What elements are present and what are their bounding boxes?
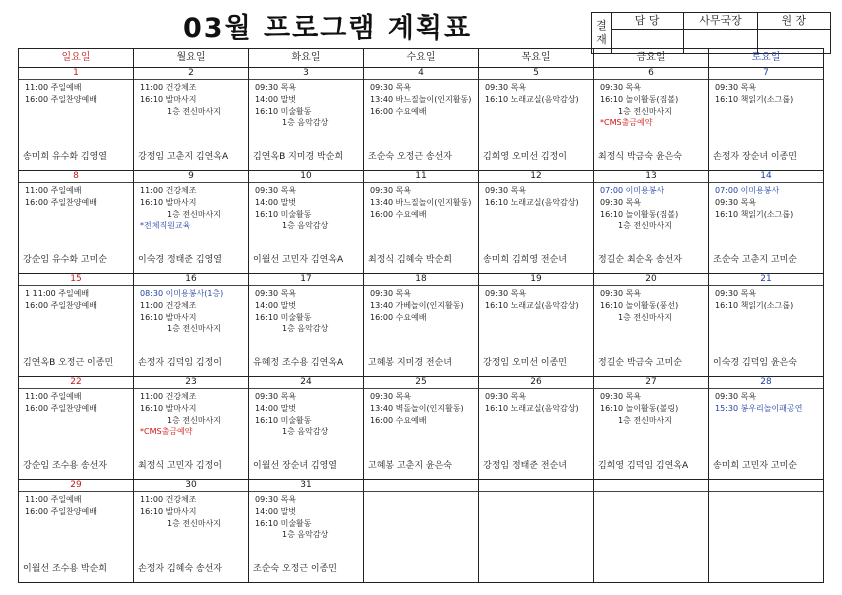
- day-number: 30: [134, 480, 248, 492]
- event-item: 09:30 목욕: [715, 83, 757, 92]
- event-list: [19, 389, 133, 415]
- event-item: 16:10 미술활동: [255, 415, 312, 425]
- event-list: [709, 183, 823, 220]
- staff-names: 강정임 고춘지 김연옥A: [138, 152, 229, 162]
- day-cell: [249, 171, 364, 273]
- event-item: 16:10 놀이활동(풍선): [600, 300, 679, 310]
- day-number: 31: [249, 480, 363, 492]
- event-item: 16:00 수요예배: [370, 106, 427, 116]
- event-list: [594, 492, 708, 494]
- event-item: 13:40 벽돌놀이(인지활동): [370, 403, 464, 413]
- event-list: [249, 492, 363, 541]
- staff-names: 송미희 고민자 고미순: [713, 461, 797, 471]
- staff-names: 송미희 김희영 전순녀: [483, 255, 567, 265]
- approval-role-secretary: 사무국장: [684, 13, 757, 29]
- day-number: 15: [19, 274, 133, 286]
- event-list: [479, 183, 593, 209]
- event-item: 16:00 주일찬양예배: [25, 506, 97, 516]
- day-number: 2: [134, 68, 248, 80]
- event-item: 09:30 목욕: [715, 289, 757, 298]
- approval-role-manager: 담 당: [611, 13, 684, 29]
- staff-names: 최정식 고민자 김정이: [138, 461, 222, 471]
- event-list: [479, 389, 593, 415]
- day-cell: [364, 480, 479, 582]
- event-item: 16:10 책읽기(소그룹): [715, 94, 794, 104]
- event-item: 11:00 주일예배: [25, 392, 82, 401]
- day-number: [364, 480, 478, 492]
- event-item: 09:30 목욕: [600, 197, 642, 207]
- event-item: 07:00 이미용봉사: [715, 186, 780, 195]
- day-cell: [134, 68, 249, 170]
- event-item: *전체직원교육: [140, 221, 191, 231]
- day-number: 7: [709, 68, 823, 80]
- day-number: 28: [709, 377, 823, 389]
- event-list: [249, 286, 363, 335]
- day-number: 11: [364, 171, 478, 183]
- staff-names: 고혜봉 고춘지 윤은숙: [368, 461, 452, 471]
- day-number: 24: [249, 377, 363, 389]
- day-number: 5: [479, 68, 593, 80]
- event-list: [594, 286, 708, 323]
- day-cell: [134, 480, 249, 582]
- day-number: 18: [364, 274, 478, 286]
- event-item: 1층 전신마사지: [167, 518, 222, 528]
- staff-names: 이월선 고민자 김연옥A: [253, 255, 344, 265]
- event-item: 16:10 노래교실(음악감상): [485, 197, 579, 207]
- staff-names: 조순숙 오정근 송선자: [368, 152, 452, 162]
- staff-names: 이월선 장순녀 김영열: [253, 461, 337, 471]
- event-item: 1층 전신마사지: [167, 415, 222, 425]
- day-number: 3: [249, 68, 363, 80]
- event-list: [709, 286, 823, 312]
- approval-roles: [611, 13, 830, 30]
- day-cell: [594, 377, 709, 479]
- event-item: 09:30 목욕: [370, 186, 412, 195]
- event-item: 16:00 수요예배: [370, 209, 427, 219]
- event-item: 16:10 책읽기(소그룹): [715, 300, 794, 310]
- day-number: 19: [479, 274, 593, 286]
- staff-names: 조순숙 고춘지 고미순: [713, 255, 797, 265]
- day-number: 9: [134, 171, 248, 183]
- event-item: 14:00 말벗: [255, 94, 297, 104]
- staff-names: 손정자 김덕임 김정이: [138, 358, 222, 368]
- event-list: [19, 183, 133, 209]
- day-number: 13: [594, 171, 708, 183]
- event-item: 09:30 목욕: [485, 83, 527, 92]
- staff-names: 김연옥B 오정근 이종민: [23, 358, 114, 368]
- event-item: 13:40 바느질놀이(인지활동): [370, 94, 472, 104]
- event-list: [249, 80, 363, 129]
- day-cell: [709, 480, 823, 582]
- day-cell: [594, 68, 709, 170]
- event-list: [594, 80, 708, 129]
- weekday-header-monday: 월요일: [134, 49, 249, 67]
- event-item: 14:00 말벗: [255, 403, 297, 413]
- calendar-week-row: [19, 171, 823, 274]
- day-cell: [709, 171, 823, 273]
- event-list: [249, 389, 363, 438]
- day-number: [709, 480, 823, 492]
- event-item: 09:30 목욕: [600, 83, 642, 92]
- page-title: 03월 프로그램 계획표: [183, 13, 473, 44]
- day-number: 25: [364, 377, 478, 389]
- event-item: 1층 전신마사지: [167, 106, 222, 116]
- day-cell: [709, 274, 823, 376]
- staff-names: 강순임 유수화 고미순: [23, 255, 107, 265]
- event-item: 16:10 발마사지: [140, 312, 197, 322]
- event-list: [364, 80, 478, 117]
- event-item: 11:00 건강체조: [140, 392, 197, 401]
- event-item: *CMS출금예약: [600, 118, 653, 128]
- staff-names: 이월선 조수용 박순희: [23, 564, 107, 574]
- staff-names: 정길순 최순옥 송선자: [598, 255, 682, 265]
- day-cell: [134, 171, 249, 273]
- event-item: 16:00 주일찬양예배: [25, 403, 97, 413]
- event-item: 1층 전신마사지: [167, 324, 222, 334]
- event-item: 11:00 주일예배: [25, 186, 82, 195]
- day-cell: [479, 480, 594, 582]
- event-item: 16:10 발마사지: [140, 197, 197, 207]
- event-item: 16:10 발마사지: [140, 94, 197, 104]
- event-item: 14:00 말벗: [255, 300, 297, 310]
- day-number: 12: [479, 171, 593, 183]
- calendar-week-row: [19, 480, 823, 582]
- event-list: [134, 286, 248, 335]
- staff-names: 김연옥B 지미경 박순희: [253, 152, 344, 162]
- day-cell: [249, 68, 364, 170]
- approval-label: [592, 13, 612, 53]
- event-list: [249, 183, 363, 232]
- event-list: [134, 492, 248, 529]
- event-item: 1층 전신마사지: [618, 415, 673, 425]
- event-item: 08:30 이미용봉사(1층): [140, 289, 224, 298]
- event-list: [364, 286, 478, 323]
- event-item: 1층 음악감상: [282, 324, 329, 334]
- day-cell: [594, 480, 709, 582]
- event-item: 16:10 발마사지: [140, 506, 197, 516]
- event-list: [134, 389, 248, 438]
- day-number: 4: [364, 68, 478, 80]
- day-number: 10: [249, 171, 363, 183]
- event-item: 09:30 목욕: [255, 392, 297, 401]
- day-cell: [479, 377, 594, 479]
- day-number: 6: [594, 68, 708, 80]
- day-cell: [364, 274, 479, 376]
- day-cell: [364, 68, 479, 170]
- event-item: 16:00 주일찬양예배: [25, 300, 97, 310]
- day-cell: [19, 480, 134, 582]
- event-item: 16:00 주일찬양예배: [25, 94, 97, 104]
- staff-names: 정길순 박금숙 고미순: [598, 358, 682, 368]
- event-item: 09:30 목욕: [255, 495, 297, 504]
- event-list: [594, 389, 708, 426]
- event-item: 16:10 책읽기(소그룹): [715, 209, 794, 219]
- event-item: 16:10 미술활동: [255, 312, 312, 322]
- event-list: [364, 183, 478, 220]
- approval-role-director: 원 장: [781, 14, 807, 27]
- event-item: 16:10 미술활동: [255, 209, 312, 219]
- day-number: [594, 480, 708, 492]
- event-item: 1층 음악감상: [282, 427, 329, 437]
- event-item: 09:30 목욕: [715, 392, 757, 401]
- event-item: 09:30 목욕: [600, 289, 642, 298]
- approval-label-char: 재: [596, 33, 607, 46]
- event-list: [19, 492, 133, 518]
- day-cell: [19, 274, 134, 376]
- staff-names: 손정자 김혜숙 송선자: [138, 564, 222, 574]
- approval-label-char: 결: [596, 19, 607, 33]
- event-item: 13:40 가베놀이(인지활동): [370, 300, 464, 310]
- day-cell: [134, 377, 249, 479]
- event-list: [709, 389, 823, 415]
- event-item: 1층 음악감상: [282, 221, 329, 231]
- event-list: [364, 389, 478, 426]
- event-list: [479, 286, 593, 312]
- event-item: 13:40 바느질놀이(인지활동): [370, 197, 472, 207]
- event-item: 16:10 미술활동: [255, 106, 312, 116]
- event-list: [479, 492, 593, 494]
- event-item: 16:00 수요예배: [370, 415, 427, 425]
- day-cell: [479, 68, 594, 170]
- day-number: 17: [249, 274, 363, 286]
- staff-names: 강정임 정태준 전순녀: [483, 461, 567, 471]
- event-item: 11:00 건강체조: [140, 186, 197, 195]
- event-list: [19, 286, 133, 312]
- day-cell: [249, 274, 364, 376]
- day-cell: [249, 480, 364, 582]
- weekday-header-saturday: 토요일: [751, 52, 781, 63]
- event-list: [479, 80, 593, 106]
- event-item: 16:10 미술활동: [255, 518, 312, 528]
- staff-names: 최정식 김혜숙 박순희: [368, 255, 452, 265]
- event-list: [709, 80, 823, 106]
- event-item: 16:10 노래교실(음악감상): [485, 300, 579, 310]
- staff-names: 송미희 유수화 김영열: [23, 152, 107, 162]
- event-item: 15:30 봉우리놀이패공연: [715, 403, 803, 413]
- event-item: 09:30 목욕: [370, 289, 412, 298]
- event-item: 09:30 목욕: [255, 83, 297, 92]
- event-item: 1층 음악감상: [282, 530, 329, 540]
- calendar-week-row: [19, 274, 823, 377]
- event-item: 14:00 말벗: [255, 197, 297, 207]
- day-cell: [19, 68, 134, 170]
- staff-names: 강정임 오미선 이종민: [483, 358, 567, 368]
- event-list: [594, 183, 708, 232]
- day-cell: [594, 171, 709, 273]
- event-item: 16:10 놀이활동(볼링): [600, 403, 679, 413]
- event-list: [709, 492, 823, 494]
- event-item: 09:30 목욕: [370, 83, 412, 92]
- weekday-header-wednesday: 수요일: [364, 49, 479, 67]
- event-item: 11:00 주일예배: [25, 495, 82, 504]
- day-number: 27: [594, 377, 708, 389]
- weekday-header-thursday: 목요일: [479, 49, 594, 67]
- weekday-header-friday: 금요일: [594, 49, 709, 67]
- event-item: 1층 음악감상: [282, 118, 329, 128]
- day-number: 22: [19, 377, 133, 389]
- day-number: 23: [134, 377, 248, 389]
- event-list: [134, 183, 248, 232]
- day-number: 26: [479, 377, 593, 389]
- event-item: 11:00 건강체조: [140, 300, 197, 310]
- day-number: 29: [19, 480, 133, 492]
- event-item: 09:30 목욕: [485, 392, 527, 401]
- calendar-week-row: [19, 68, 823, 171]
- calendar-week-row: [19, 377, 823, 480]
- day-cell: [709, 377, 823, 479]
- day-cell: [479, 274, 594, 376]
- day-cell: [709, 68, 823, 170]
- event-item: 11:00 주일예배: [25, 83, 82, 92]
- weekday-header-row: [19, 49, 823, 68]
- event-item: 16:10 놀이활동(짐볼): [600, 94, 679, 104]
- event-item: 1층 전신마사지: [618, 312, 673, 322]
- event-item: 09:30 목욕: [370, 392, 412, 401]
- day-number: 20: [594, 274, 708, 286]
- event-item: 09:30 목욕: [600, 392, 642, 401]
- event-item: 11:00 건강체조: [140, 495, 197, 504]
- event-list: [19, 80, 133, 106]
- event-list: [134, 80, 248, 117]
- weekday-header-sunday: 일요일: [19, 49, 134, 67]
- staff-names: 이숙경 정태준 김영열: [138, 255, 222, 265]
- event-item: 07:00 이미용봉사: [600, 186, 665, 195]
- day-cell: [19, 171, 134, 273]
- event-item: 16:10 발마사지: [140, 403, 197, 413]
- day-number: 16: [134, 274, 248, 286]
- event-item: 09:30 목욕: [255, 186, 297, 195]
- event-item: 09:30 목욕: [485, 186, 527, 195]
- staff-names: 손정자 장순녀 이종민: [713, 152, 797, 162]
- event-item: 1층 전신마사지: [618, 221, 673, 231]
- event-item: 09:30 목욕: [715, 197, 757, 207]
- day-cell: [249, 377, 364, 479]
- day-number: 14: [709, 171, 823, 183]
- day-cell: [134, 274, 249, 376]
- day-cell: [479, 171, 594, 273]
- staff-names: 김희영 김덕임 김연옥A: [598, 461, 689, 471]
- event-item: 09:30 목욕: [485, 289, 527, 298]
- event-item: 16:10 노래교실(음악감상): [485, 94, 579, 104]
- event-item: 16:00 수요예배: [370, 312, 427, 322]
- event-item: 16:00 주일찬양예배: [25, 197, 97, 207]
- event-item: 1층 전신마사지: [618, 106, 673, 116]
- day-cell: [364, 171, 479, 273]
- day-cell: [19, 377, 134, 479]
- event-item: 14:00 말벗: [255, 506, 297, 516]
- staff-names: 김희영 오미선 김정이: [483, 152, 567, 162]
- event-list: [364, 492, 478, 494]
- event-item: 16:10 놀이활동(짐볼): [600, 209, 679, 219]
- staff-names: 강순임 조수용 송선자: [23, 461, 107, 471]
- event-item: 09:30 목욕: [255, 289, 297, 298]
- day-number: 8: [19, 171, 133, 183]
- day-number: [479, 480, 593, 492]
- event-item: 1층 전신마사지: [167, 209, 222, 219]
- staff-names: 고혜봉 지미경 전순녀: [368, 358, 452, 368]
- day-number: 1: [19, 68, 133, 80]
- event-item: 1 11:00 주일예배: [25, 289, 90, 298]
- monthly-calendar: [18, 48, 824, 583]
- staff-names: 이숙경 김덕임 윤은숙: [713, 358, 797, 368]
- staff-names: 조순숙 오정근 이종민: [253, 564, 337, 574]
- staff-names: 최정식 박금숙 윤은숙: [598, 152, 682, 162]
- day-cell: [594, 274, 709, 376]
- event-item: 16:10 노래교실(음악감상): [485, 403, 579, 413]
- day-number: 21: [709, 274, 823, 286]
- staff-names: 유혜정 조수용 김연옥A: [253, 358, 344, 368]
- event-item: *CMS출금예약: [140, 427, 193, 437]
- weekday-header-tuesday: 화요일: [249, 49, 364, 67]
- day-cell: [364, 377, 479, 479]
- event-item: 11:00 건강체조: [140, 83, 197, 92]
